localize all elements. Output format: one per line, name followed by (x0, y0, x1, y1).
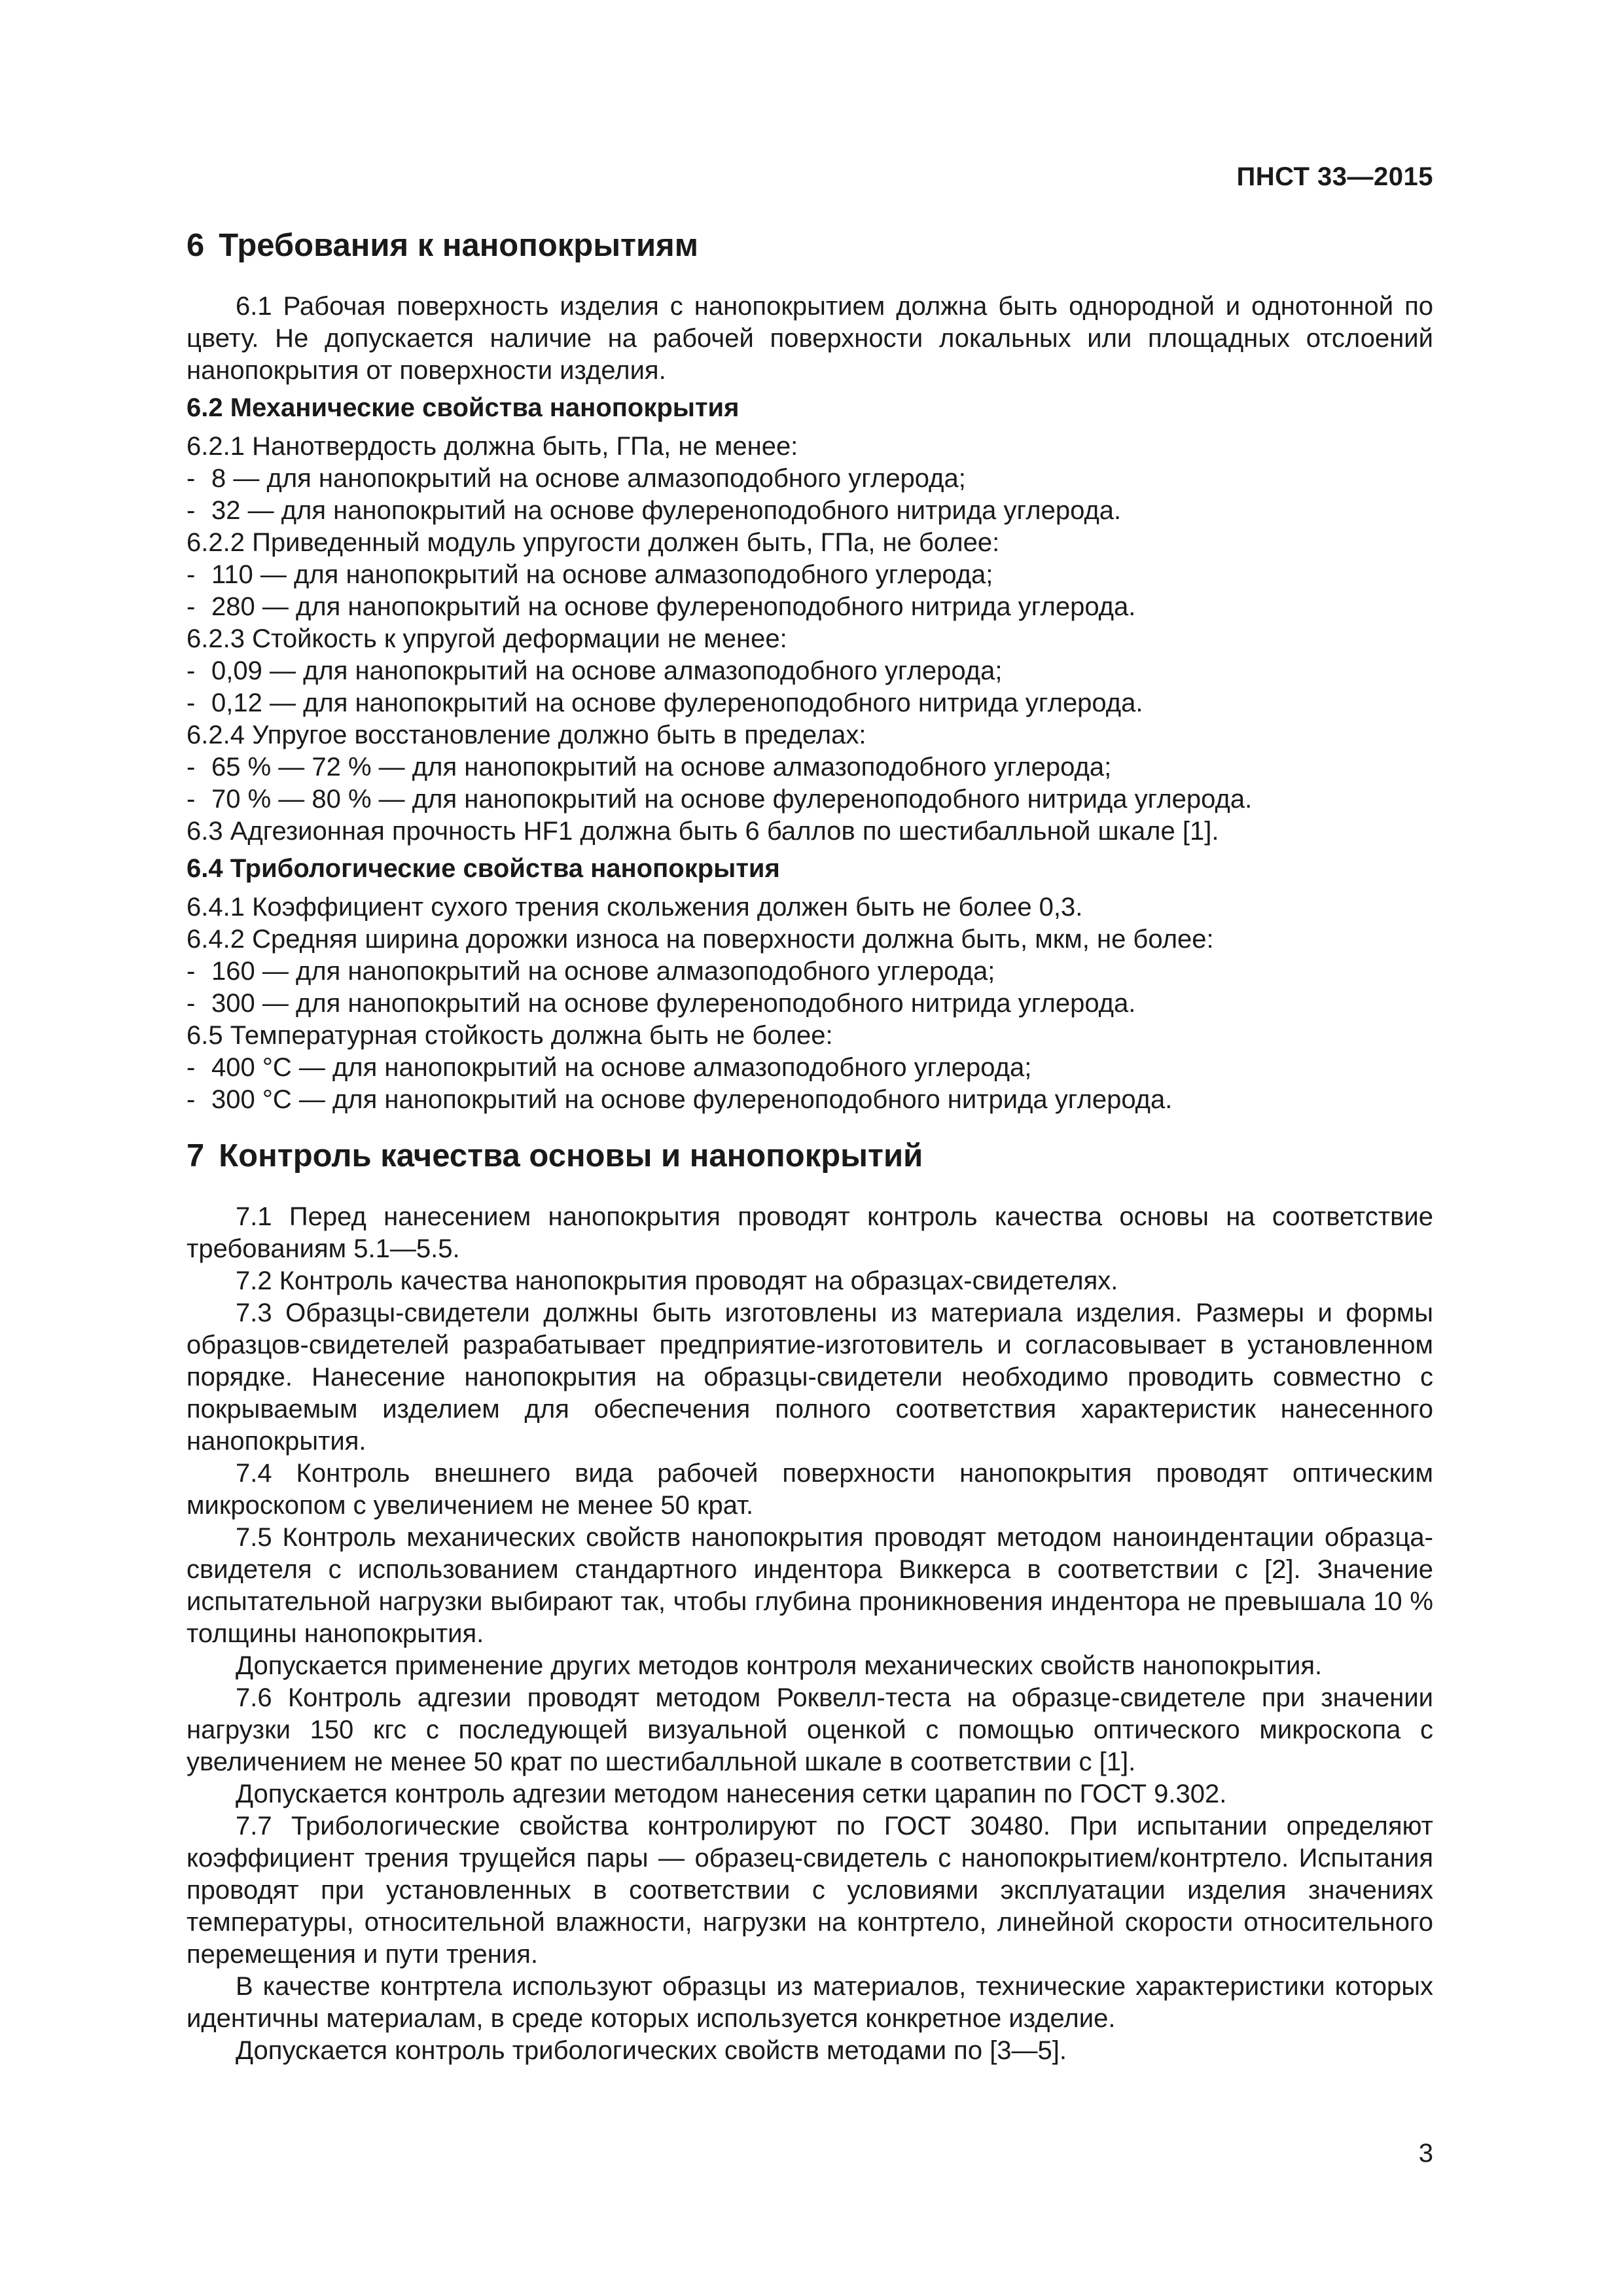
list-item-text: 0,12 — для нанопокрытий на основе фулереноподобного нитрида углерода. (211, 689, 1143, 717)
clause-7-1: 7.1 Перед нанесением нанопокрытия проводят контроль качества основы на соответствие требованиям 5.1—5.5. (187, 1202, 1433, 1263)
clause-6-2-4: 6.2.4 Упругое восстановление должно быть в пределах: (187, 721, 866, 749)
clause-6-3: 6.3 Адгезионная прочность HF1 должна быть 6 баллов по шестибалльной шкале [1]. (187, 817, 1219, 846)
clause-7-7-note: Допускается контроль трибологических свойств методами по [3—5]. (236, 2036, 1067, 2065)
list-item-text: 32 — для нанопокрытий на основе фулереноподобного нитрида углерода. (211, 496, 1122, 525)
list-item: - 300 — для нанопокрытий на основе фулереноподобного нитрида углерода. (187, 989, 1136, 1018)
clause-6-4-heading: 6.4 Трибологические свойства нанопокрытия (187, 854, 780, 883)
clause-7-7-counterbody: В качестве контртела используют образцы из материалов, технические характеристики которых идентичны материалам, в среде которых используется конкретное изделие. (187, 1972, 1433, 2033)
clause-6-2-3: 6.2.3 Стойкость к упругой деформации не менее: (187, 624, 787, 653)
list-item-text: 160 — для нанопокрытий на основе алмазоподобного углерода; (211, 957, 995, 986)
list-item: - 0,09 — для нанопокрытий на основе алмазоподобного углерода; (187, 656, 1003, 685)
list-item-text: 300 °С — для нанопокрытий на основе фулереноподобного нитрида углерода. (211, 1085, 1173, 1114)
list-item-text: 70 % — 80 % — для нанопокрытий на основе фулереноподобного нитрида углерода. (211, 785, 1253, 814)
section-6-number: 6 (187, 228, 205, 263)
clause-6-4-1: 6.4.1 Коэффициент сухого трения скольжения должен быть не более 0,3. (187, 893, 1083, 922)
clause-6-2-1: 6.2.1 Нанотвердость должна быть, ГПа, не менее: (187, 432, 798, 461)
clause-7-5-note: Допускается применение других методов контроля механических свойств нанопокрытия. (236, 1651, 1323, 1680)
list-item-text: 110 — для нанопокрытий на основе алмазоподобного углерода; (211, 560, 993, 589)
clause-7-7: 7.7 Трибологические свойства контролируют по ГОСТ 30480. При испытании определяют коэффициент трения трущейся пары — образец-свидетель с нанопокрытием/контртело. Испытания проводят при установленных в соответствии с условиями эксплуатации изделия значениях температуры, относительной влажности, нагрузки на контртело, линейной скорости относительного перемещения и пути трения. (187, 1812, 1433, 1969)
clause-7-6-note: Допускается контроль адгезии методом нанесения сетки царапин по ГОСТ 9.302. (236, 1780, 1227, 1808)
list-item-text: 300 — для нанопокрытий на основе фулереноподобного нитрида углерода. (211, 989, 1136, 1018)
list-item: - 400 °С — для нанопокрытий на основе алмазоподобного углерода; (187, 1053, 1032, 1082)
page-number: 3 (1418, 2139, 1433, 2168)
section-7-title (187, 1133, 1433, 1179)
section-6-title (187, 223, 1433, 268)
clause-7-4: 7.4 Контроль внешнего вида рабочей поверхности нанопокрытия проводят оптическим микроскопом с увеличением не менее 50 крат. (187, 1459, 1433, 1520)
clause-7-2: 7.2 Контроль качества нанопокрытия проводят на образцах-свидетелях. (236, 1266, 1118, 1295)
list-item-text: 8 — для нанопокрытий на основе алмазоподобного углерода; (211, 464, 966, 493)
list-item: - 65 % — 72 % — для нанопокрытий на основе алмазоподобного углерода; (187, 753, 1112, 781)
clause-6-4-2: 6.4.2 Средняя ширина дорожки износа на поверхности должна быть, мкм, не более: (187, 925, 1214, 954)
clause-7-3: 7.3 Образцы-свидетели должны быть изготовлены из материала изделия. Размеры и формы образцов-свидетелей разрабатывает предприятие-изготовитель и согласовывает в установленном порядке. Нанесение нанопокрытия на образцы-свидетели необходимо проводить совместно с покрываемым изделием для обеспечения полного соответствия характеристик нанесенного нанопокрытия. (187, 1299, 1433, 1456)
list-item-text: 280 — для нанопокрытий на основе фулереноподобного нитрида углерода. (211, 592, 1136, 621)
list-item-text: 400 °С — для нанопокрытий на основе алмазоподобного углерода; (211, 1053, 1032, 1082)
clause-6-1: 6.1 Рабочая поверхность изделия с нанопокрытием должна быть однородной и однотонной по цвету. Не допускается наличие на рабочей поверхности локальных или площадных отслоений нанопокрытия от поверхности изделия. (187, 292, 1433, 385)
list-item: - 160 — для нанопокрытий на основе алмазоподобного углерода; (187, 957, 995, 986)
list-item: - 32 — для нанопокрытий на основе фулереноподобного нитрида углерода. (187, 496, 1122, 525)
list-item: - 70 % — 80 % — для нанопокрытий на основе фулереноподобного нитрида углерода. (187, 785, 1253, 814)
list-item: - 280 — для нанопокрытий на основе фулереноподобного нитрида углерода. (187, 592, 1136, 621)
clause-7-6: 7.6 Контроль адгезии проводят методом Роквелл-теста на образце-свидетеле при значении нагрузки 150 кгс с последующей визуальной оценкой с помощью оптического микроскопа с увеличением не менее 50 крат по шестибалльной шкале в соответствии с [1]. (187, 1683, 1433, 1776)
section-6-title-text: Требования к нанопокрытиям (219, 228, 699, 263)
section-7-number: 7 (187, 1138, 205, 1174)
section-7-title-text: Контроль качества основы и нанопокрытий (219, 1138, 923, 1174)
clause-6-2-heading: 6.2 Механические свойства нанопокрытия (187, 393, 740, 422)
clause-7-5: 7.5 Контроль механических свойств нанопокрытия проводят методом наноиндентации образца-свидетеля с использованием стандартного индентора Виккерса в соответствии с [2]. Значение испытательной нагрузки выбирают так, чтобы глубина проникновения индентора не превышала 10 % толщины нанопокрытия. (187, 1523, 1433, 1648)
list-item: - 300 °С — для нанопокрытий на основе фулереноподобного нитрида углерода. (187, 1085, 1173, 1114)
page-content (187, 223, 1433, 2067)
list-item: - 0,12 — для нанопокрытий на основе фулереноподобного нитрида углерода. (187, 689, 1143, 717)
list-item: - 8 — для нанопокрытий на основе алмазоподобного углерода; (187, 464, 966, 493)
clause-6-5: 6.5 Температурная стойкость должна быть не более: (187, 1021, 833, 1050)
list-item-text: 0,09 — для нанопокрытий на основе алмазоподобного углерода; (211, 656, 1003, 685)
clause-6-2-2: 6.2.2 Приведенный модуль упругости должен быть, ГПа, не более: (187, 528, 1000, 557)
document-id: ПНСТ 33—2015 (1236, 162, 1433, 191)
list-item-text: 65 % — 72 % — для нанопокрытий на основе алмазоподобного углерода; (211, 753, 1112, 781)
list-item: - 110 — для нанопокрытий на основе алмазоподобного углерода; (187, 560, 993, 589)
